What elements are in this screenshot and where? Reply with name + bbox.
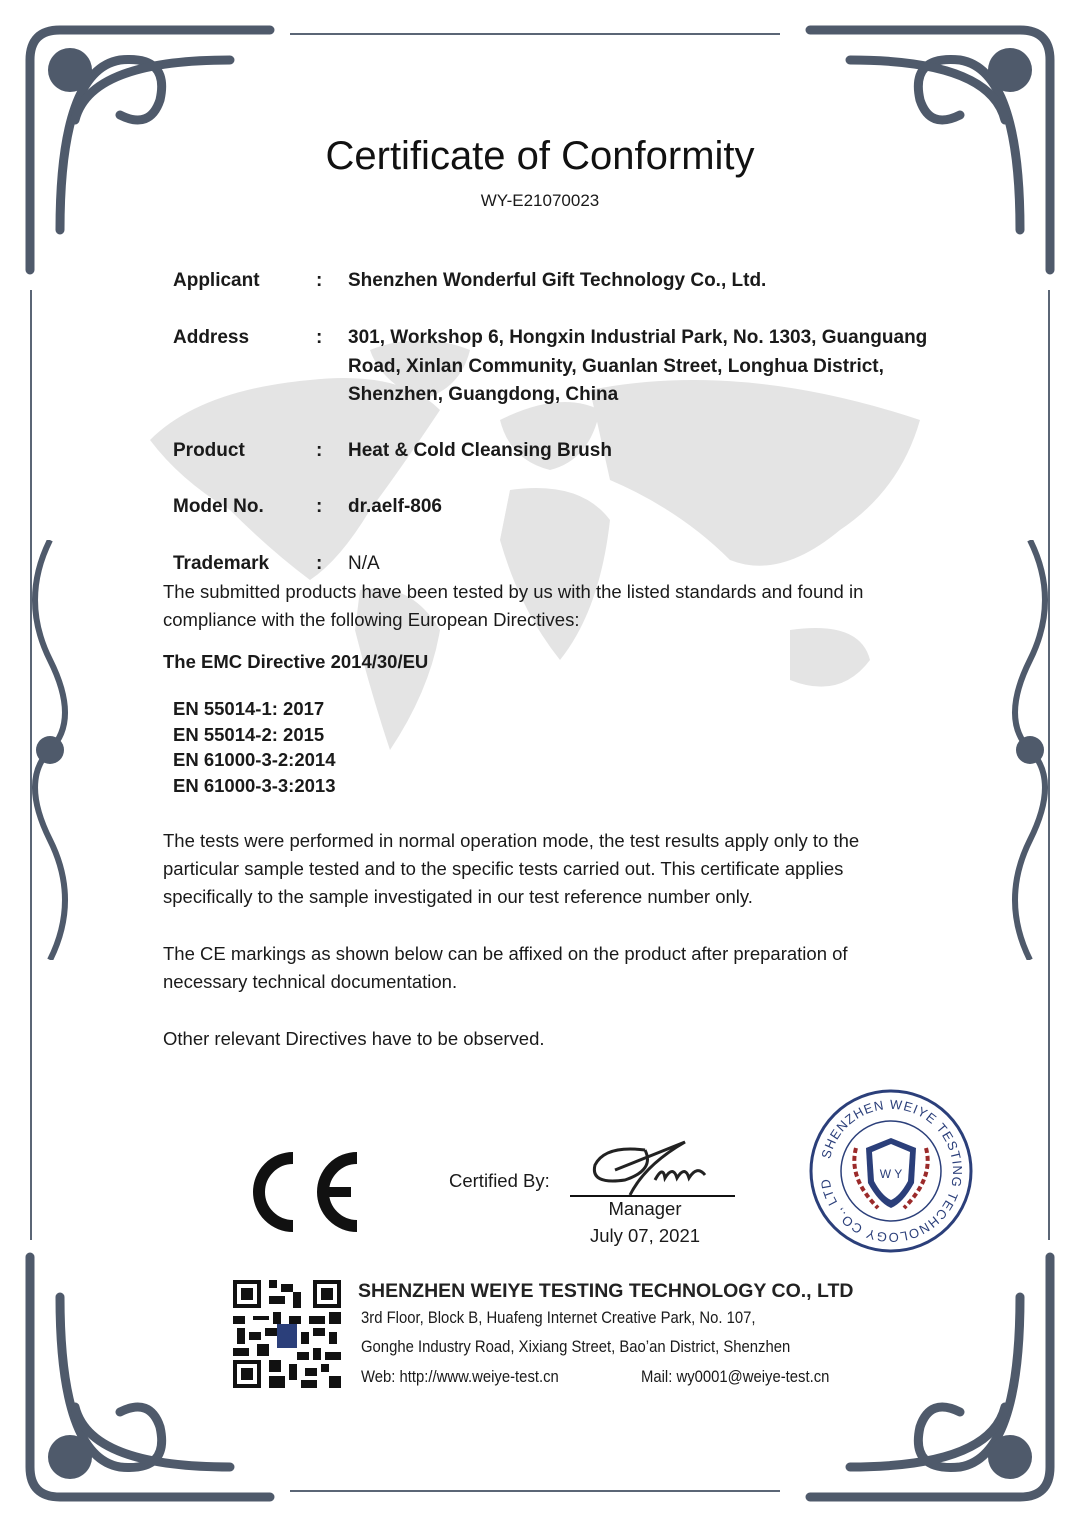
side-ornament-right-icon <box>1000 540 1060 960</box>
certificate-number: WY-E21070023 <box>480 191 600 210</box>
address-label: Address <box>173 327 250 348</box>
colon: : <box>316 440 323 461</box>
page-title: Certificate of Conformity <box>325 134 755 178</box>
ce-mark-icon <box>243 1150 363 1234</box>
colon: : <box>316 553 323 574</box>
test-scope-paragraph: The tests were performed in normal operation mode, the test results apply only to the particular sample tested and to the specific tests carried out. This certificate applies specifically to the sample investigated in our test reference number only. <box>163 830 860 907</box>
standards-list <box>173 696 336 798</box>
signature-line <box>570 1195 735 1197</box>
company-website-link[interactable]: Web: http://www.weiye-test.cn <box>361 1368 559 1386</box>
address-value: 301, Workshop 6, Hongxin Industrial Park, No. 1303, Guanguang Road, Xinlan Community, Guanlan Street, Longhua District, Shenzhen, Guangdong, China <box>348 327 928 405</box>
company-address-line-2: Gonghe Industry Road, Xixiang Street, Bao’an District, Shenzhen <box>361 1338 791 1356</box>
standard-item: EN 55014-1: 2017 <box>173 698 325 719</box>
trademark-value: N/A <box>348 553 380 574</box>
standard-item: EN 55014-2: 2015 <box>173 723 325 745</box>
trademark-label: Trademark <box>173 553 270 574</box>
applicant-value: Shenzhen Wonderful Gift Technology Co., Ltd. <box>348 270 767 291</box>
company-address-line-1: 3rd Floor, Block B, Huafeng Internet Creative Park, No. 107, <box>361 1309 756 1327</box>
standard-item: EN 61000-3-2:2014 <box>173 749 336 770</box>
border-bottom <box>290 1490 780 1492</box>
side-ornament-left-icon <box>20 540 80 960</box>
product-label: Product <box>173 440 245 461</box>
signature-date: July 07, 2021 <box>589 1225 701 1246</box>
svg-text:W Y: W Y <box>879 1167 903 1181</box>
border-top <box>290 33 780 35</box>
other-directives-paragraph: Other relevant Directives have to be observed. <box>163 1028 545 1049</box>
company-email-link[interactable]: Mail: wy0001@weiye-test.cn <box>641 1368 830 1386</box>
compliance-statement: The submitted products have been tested by us with the listed standards and found in compliance with the following European Directives: <box>163 581 864 630</box>
ce-marking-paragraph: The CE markings as shown below can be affixed on the product after preparation of necessary technical documentation. <box>163 943 848 992</box>
colon: : <box>316 496 323 517</box>
colon: : <box>316 327 323 348</box>
model-value: dr.aelf-806 <box>348 496 442 517</box>
product-value: Heat & Cold Cleansing Brush <box>348 440 612 461</box>
colon: : <box>316 270 323 291</box>
qr-code-icon[interactable] <box>233 1280 341 1388</box>
signature-image <box>585 1130 725 1200</box>
certified-by-label: Certified By: <box>449 1170 550 1191</box>
company-name: SHENZHEN WEIYE TESTING TECHNOLOGY CO., LTD <box>358 1280 854 1302</box>
standard-item: EN 61000-3-3:2013 <box>173 774 336 796</box>
svg-text:SHENZHEN WEIYE TESTING TECHNOL: SHENZHEN WEIYE TESTING TECHNOLOGY CO., LTD <box>817 1096 966 1246</box>
model-label: Model No. <box>173 496 264 517</box>
signer-role: Manager <box>608 1198 682 1219</box>
company-seal-icon <box>808 1088 974 1254</box>
directive-title: The EMC Directive 2014/30/EU <box>163 651 429 672</box>
applicant-label: Applicant <box>173 270 260 291</box>
